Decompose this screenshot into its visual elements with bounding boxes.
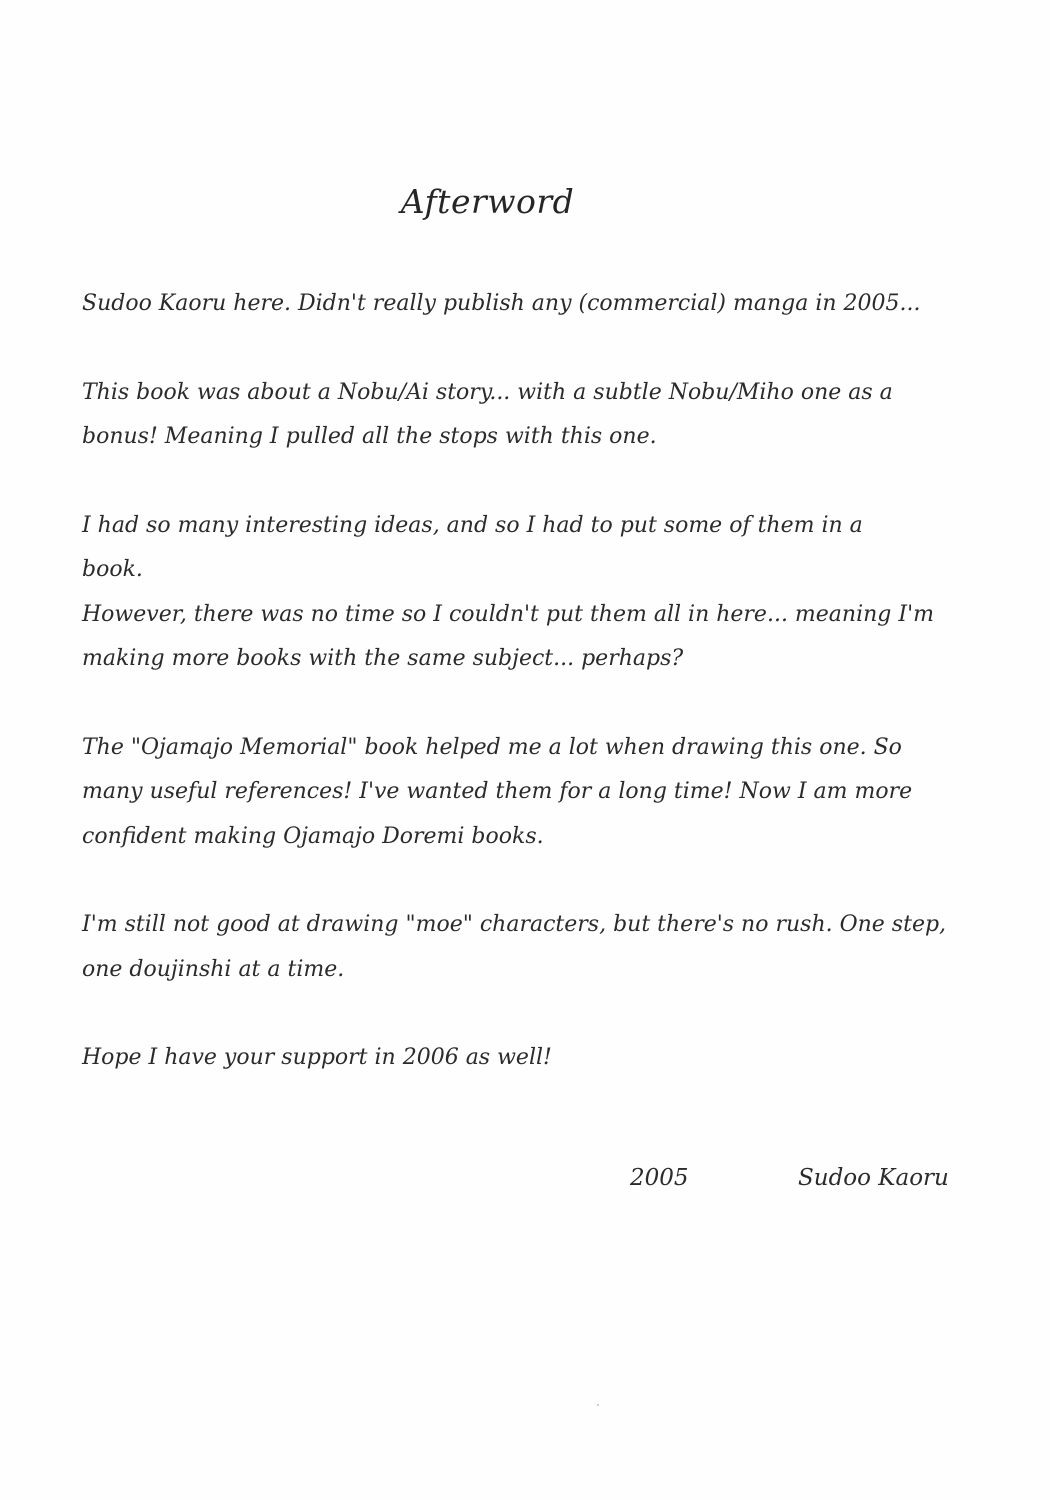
signature-year: 2005	[630, 1165, 689, 1191]
paper-speck	[597, 1404, 599, 1406]
paragraph-ideas: I had so many interesting ideas, and so I had to put some of them in a book.	[82, 512, 863, 582]
paragraph-support: Hope I have your support in 2006 as well!	[82, 1045, 552, 1070]
page-title: Afterword	[400, 182, 575, 221]
afterword-body	[82, 282, 967, 1125]
paragraph-moe: I'm still not good at drawing "moe" characters, but there's no rush. One step, one doujinshi at a time.	[82, 912, 947, 982]
signature-name: Sudoo Kaoru	[798, 1165, 949, 1191]
paragraph-references: The "Ojamajo Memorial" book helped me a lot when drawing this one. So many useful references! I've wanted them for a long time! Now I am more confident making Ojamajo Doremi books.	[82, 734, 913, 849]
paragraph-no-time: However, there was no time so I couldn't put them all in here... meaning I'm making more books with the same subject... perhaps?	[82, 601, 934, 671]
paragraph-intro: Sudoo Kaoru here. Didn't really publish any (commercial) manga in 2005...	[82, 291, 921, 316]
paragraph-book-story: This book was about a Nobu/Ai story... with a subtle Nobu/Miho one as a bonus! Meaning I pulled all the stops with this one.	[82, 379, 893, 449]
